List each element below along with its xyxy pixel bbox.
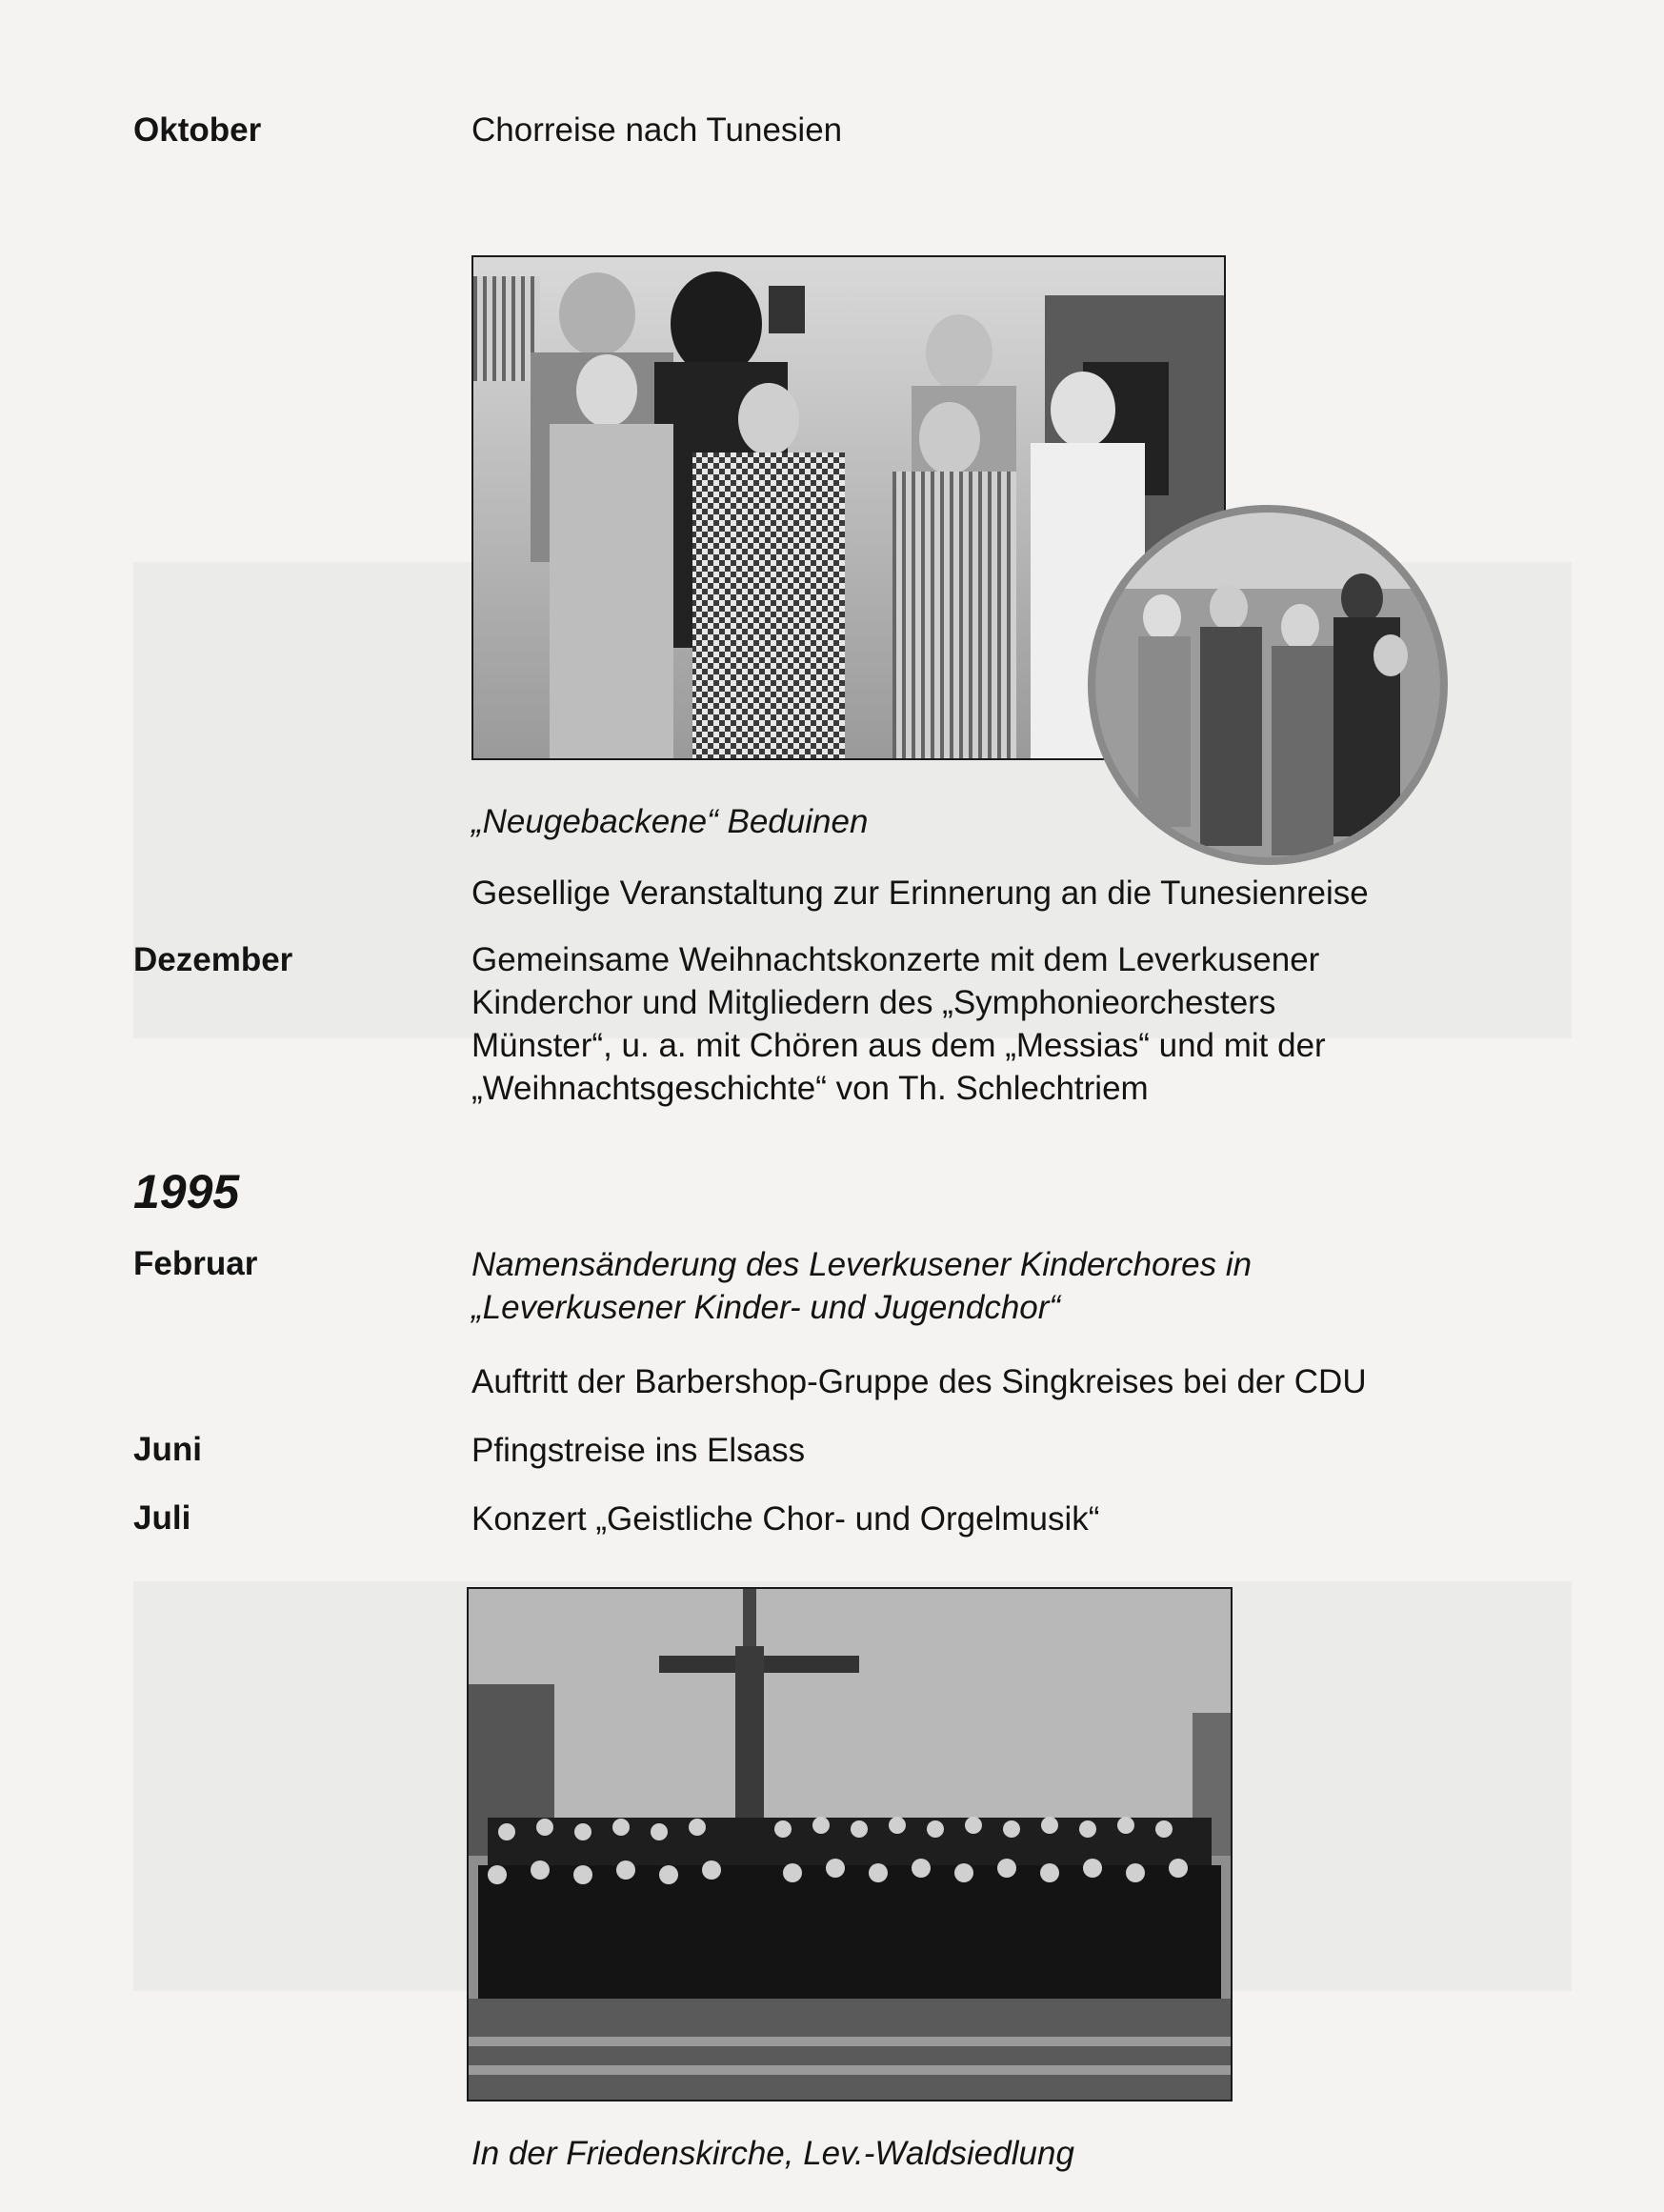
month-dezember: Dezember [133, 941, 293, 978]
month-februar: Februar [133, 1245, 258, 1282]
juni-text: Pfingstreise ins Elsass [471, 1432, 806, 1469]
caption-friedenskirche: In der Friedenskirche, Lev.-Waldsiedlung [471, 2135, 1074, 2172]
februar-text-2: Auftritt der Barbershop-Gruppe des Singkreises bei der CDU [471, 1363, 1367, 1400]
dezember-line-3: Münster“, u. a. mit Chören aus dem „Messias“ und mit der [471, 1027, 1326, 1064]
gesellige-text: Gesellige Veranstaltung zur Erinnerung an die Tunesienreise [471, 875, 1369, 912]
oktober-text: Chorreise nach Tunesien [471, 111, 843, 149]
februar-line-1: Namensänderung des Leverkusener Kinderchores in [471, 1246, 1253, 1283]
dezember-line-2: Kinderchor und Mitgliedern des „Symphonieorchesters [471, 984, 1276, 1021]
month-juli: Juli [133, 1499, 191, 1537]
year-heading: 1995 [133, 1165, 240, 1218]
dezember-line-4: „Weihnachtsgeschichte“ von Th. Schlechtriem [471, 1070, 1149, 1107]
month-juni: Juni [133, 1431, 202, 1468]
juli-text: Konzert „Geistliche Chor- und Orgelmusik“ [471, 1500, 1100, 1538]
dezember-line-1: Gemeinsame Weihnachtskonzerte mit dem Leverkusener [471, 941, 1320, 978]
photo-beduinen-inset [1088, 505, 1448, 865]
photo-friedenskirche [467, 1587, 1233, 2101]
month-oktober: Oktober [133, 111, 262, 149]
caption-beduinen: „Neugebackene“ Beduinen [471, 803, 869, 840]
photo-beduinen-inset-image [1095, 513, 1440, 857]
februar-line-2: „Leverkusener Kinder- und Jugendchor“ [471, 1289, 1061, 1326]
photo-friedenskirche-image [469, 1589, 1231, 2100]
